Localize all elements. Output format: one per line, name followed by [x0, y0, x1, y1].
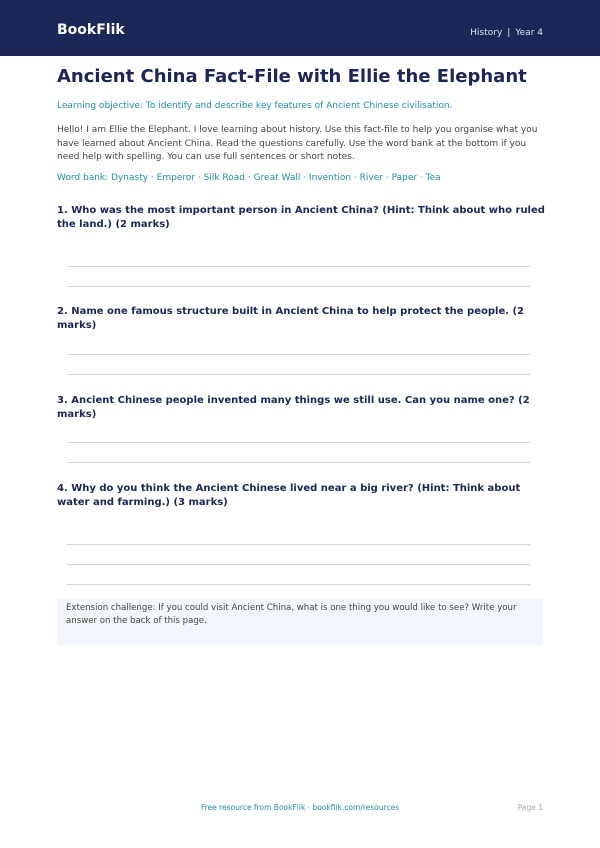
answer-line-4a[interactable] [67, 544, 531, 545]
extension-challenge: Extension challenge: If you could visit Ancient China, what is one thing you would like to see? Write your answer on the back of this page. [57, 599, 543, 645]
question-2: 2. Name one famous structure built in Ancient China to help protect the people. (2 marks) [57, 306, 525, 331]
answer-line-3a[interactable] [67, 442, 531, 443]
page-title: Ancient China Fact-File with Ellie the Elephant [57, 66, 527, 87]
footer-link[interactable]: Free resource from BookFlik · bookflik.com/resources [200, 803, 400, 812]
question-1: 1. Who was the most important person in Ancient China? (Hint: Think about who ruled the land.) (2 marks) [57, 205, 545, 230]
question-3: 3. Ancient Chinese people invented many things we still use. Can you name one? (2 marks) [57, 395, 530, 420]
intro-text: Hello! I am Ellie the Elephant. I love learning about history. Use this fact-file to help you organise what you have learned about Ancient China. Read the questions carefully. Use the word bank at the bottom if you need help with spelling. You can use full sentences or short notes. [57, 125, 538, 162]
breadcrumb-subject: History [470, 28, 503, 38]
answer-line-2a[interactable] [67, 354, 531, 355]
answer-line-4b[interactable] [67, 564, 531, 565]
answer-line-3b[interactable] [67, 462, 531, 463]
header-bar [0, 0, 600, 56]
breadcrumb-year: Year 4 [515, 28, 543, 38]
word-bank: Word bank: Dynasty · Emperor · Silk Road · Great Wall · Invention · River · Paper · Tea [57, 173, 441, 183]
question-4: 4. Why do you think the Ancient Chinese lived near a big river? (Hint: Think about water and farming.) (3 marks) [57, 483, 521, 508]
page-number: Page 1 [517, 803, 543, 812]
brand-logo[interactable]: BookFlik [57, 22, 125, 38]
answer-line-1a[interactable] [67, 266, 531, 267]
answer-line-1b[interactable] [67, 286, 531, 287]
answer-line-4c[interactable] [67, 584, 531, 585]
learning-objective: Learning objective: To identify and describe key features of Ancient Chinese civilisation. [57, 101, 453, 111]
breadcrumb-separator: | [507, 28, 511, 38]
answer-line-2b[interactable] [67, 374, 531, 375]
breadcrumb [470, 28, 543, 38]
